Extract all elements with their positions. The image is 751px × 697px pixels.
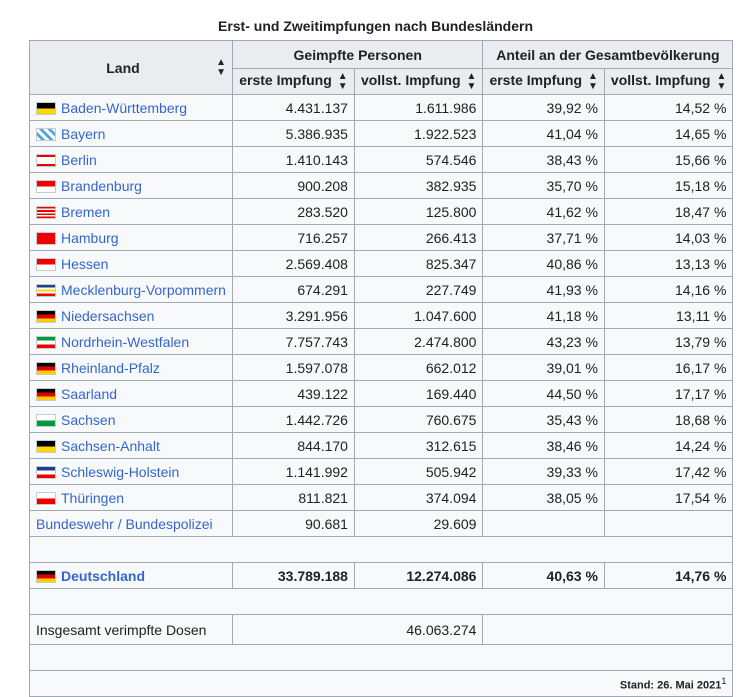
- flag-de-icon: [36, 570, 56, 583]
- footnote-ref[interactable]: [721, 676, 726, 686]
- cell-vollst-impfung: 1.922.523: [354, 121, 482, 147]
- sort-arrows-icon[interactable]: ▲ ▼: [716, 70, 727, 92]
- table-row-bundeswehr: [30, 511, 733, 537]
- cell-anteil-vollst: 14,65 %: [604, 121, 732, 147]
- land-link[interactable]: Baden-Württemberg: [61, 99, 188, 116]
- flag-nw-icon: [36, 336, 56, 349]
- cell-vollst-impfung: 312.615: [354, 433, 482, 459]
- flag-sl-icon: [36, 388, 56, 401]
- cell-erste-impfung: 1.442.726: [232, 407, 354, 433]
- sort-arrows-icon[interactable]: ▲ ▼: [466, 70, 477, 92]
- cell-vollst-impfung: 29.609: [354, 511, 482, 537]
- column-header-label: vollst. Impfung: [610, 72, 711, 89]
- footnote-ref-label: 1: [721, 676, 727, 687]
- cell-anteil-erste: 38,05 %: [483, 485, 604, 511]
- cell-anteil-erste: 40,63 %: [483, 563, 604, 589]
- land-link[interactable]: Mecklenburg-Vorpommern: [61, 281, 226, 298]
- column-header-label: vollst. Impfung: [360, 72, 461, 89]
- land-link[interactable]: Berlin: [61, 151, 97, 168]
- sort-arrows-icon[interactable]: ▲ ▼: [588, 70, 598, 92]
- land-cell[interactable]: [30, 225, 233, 251]
- cell-erste-impfung: 674.291: [232, 277, 354, 303]
- cell-vollst-impfung: 825.347: [354, 251, 482, 277]
- group-header-geimpfte: Geimpfte Personen: [232, 41, 482, 69]
- cell-anteil-erste: 39,92 %: [483, 95, 604, 121]
- cell-erste-impfung: 1.410.143: [232, 147, 354, 173]
- cell-vollst-impfung: 12.274.086: [354, 563, 482, 589]
- cell-anteil-vollst: 18,47 %: [604, 199, 732, 225]
- cell-vollst-impfung: 760.675: [354, 407, 482, 433]
- cell-anteil-vollst: 14,16 %: [604, 277, 732, 303]
- cell-vollst-impfung: 1.047.600: [354, 303, 482, 329]
- cell-erste-impfung: 5.386.935: [232, 121, 354, 147]
- land-link[interactable]: Bayern: [61, 125, 106, 142]
- separator-cell: [30, 645, 733, 671]
- flag-th-icon: [36, 492, 56, 505]
- cell-erste-impfung: 716.257: [232, 225, 354, 251]
- cell-anteil-vollst: 15,66 %: [604, 147, 732, 173]
- flag-rp-icon: [36, 362, 56, 375]
- cell-vollst-impfung: 662.012: [354, 355, 482, 381]
- cell-anteil-vollst: 17,54 %: [604, 485, 732, 511]
- cell-anteil-erste: 38,46 %: [483, 433, 604, 459]
- cell-anteil-vollst: 17,17 %: [604, 381, 732, 407]
- column-header-vollst-impfung[interactable]: [354, 69, 482, 95]
- land-link-deutschland[interactable]: Deutschland: [61, 567, 146, 584]
- column-header-label: erste Impfung: [239, 72, 332, 89]
- flag-bw-icon: [36, 102, 56, 115]
- land-cell[interactable]: [30, 95, 233, 121]
- table-row-footer: [30, 671, 733, 697]
- table-row: [30, 381, 733, 407]
- cell-anteil-erste: 41,62 %: [483, 199, 604, 225]
- cell-vollst-impfung: 1.611.986: [354, 95, 482, 121]
- land-cell[interactable]: [30, 511, 233, 537]
- cell-erste-impfung: 4.431.137: [232, 95, 354, 121]
- land-link[interactable]: Thüringen: [61, 489, 125, 506]
- flag-mv-icon: [36, 284, 56, 297]
- cell-erste-impfung: 7.757.743: [232, 329, 354, 355]
- table-row: [30, 251, 733, 277]
- cell-anteil-vollst: 18,68 %: [604, 407, 732, 433]
- land-link[interactable]: Rheinland-Pfalz: [61, 359, 160, 376]
- flag-be-icon: [36, 154, 56, 167]
- cell-anteil-erste: 43,23 %: [483, 329, 604, 355]
- land-link[interactable]: Nordrhein-Westfalen: [61, 333, 190, 350]
- flag-st-icon: [36, 440, 56, 453]
- land-cell[interactable]: [30, 407, 233, 433]
- cell-vollst-impfung: 382.935: [354, 173, 482, 199]
- cell-anteil-erste: 44,50 %: [483, 381, 604, 407]
- cell-erste-impfung: 33.789.188: [232, 563, 354, 589]
- table-row: [30, 485, 733, 511]
- land-link[interactable]: Sachsen-Anhalt: [61, 437, 160, 454]
- land-cell[interactable]: [30, 147, 233, 173]
- cell-anteil-erste: 41,04 %: [483, 121, 604, 147]
- sort-arrows-icon[interactable]: ▲ ▼: [337, 70, 348, 92]
- land-link[interactable]: Hamburg: [61, 229, 119, 246]
- land-cell[interactable]: [30, 277, 233, 303]
- land-link[interactable]: Brandenburg: [61, 177, 142, 194]
- land-link-bundeswehr[interactable]: Bundeswehr / Bundespolizei: [36, 515, 213, 532]
- cell-erste-impfung: 1.597.078: [232, 355, 354, 381]
- cell-anteil-erste: 37,71 %: [483, 225, 604, 251]
- land-link[interactable]: Sachsen: [61, 411, 116, 428]
- cell-vollst-impfung: 374.094: [354, 485, 482, 511]
- flag-sh-icon: [36, 466, 56, 479]
- doses-label: Insgesamt verimpfte Dosen: [30, 615, 233, 645]
- cell-anteil-vollst: 13,11 %: [604, 303, 732, 329]
- cell-empty: [483, 615, 733, 645]
- land-cell[interactable]: [30, 485, 233, 511]
- table-body: [30, 95, 733, 697]
- cell-anteil-vollst: 16,17 %: [604, 355, 732, 381]
- column-header-anteil-vollst[interactable]: [604, 69, 732, 95]
- land-link[interactable]: Bremen: [61, 203, 111, 220]
- land-cell[interactable]: [30, 381, 233, 407]
- table-row: [30, 433, 733, 459]
- table-row: [30, 95, 733, 121]
- footer-cell: [30, 671, 733, 697]
- cell-empty: [604, 511, 732, 537]
- cell-anteil-vollst: 14,03 %: [604, 225, 732, 251]
- cell-anteil-vollst: 14,76 %: [604, 563, 732, 589]
- cell-anteil-erste: 41,18 %: [483, 303, 604, 329]
- table-row-total: [30, 563, 733, 589]
- table-row: [30, 225, 733, 251]
- cell-anteil-vollst: 13,79 %: [604, 329, 732, 355]
- cell-vollst-impfung: 227.749: [354, 277, 482, 303]
- cell-erste-impfung: 3.291.956: [232, 303, 354, 329]
- cell-anteil-vollst: 14,24 %: [604, 433, 732, 459]
- cell-erste-impfung: 439.122: [232, 381, 354, 407]
- stand-text: Stand: 26. Mai 2021: [619, 679, 722, 692]
- cell-vollst-impfung: 169.440: [354, 381, 482, 407]
- land-link[interactable]: Saarland: [61, 385, 118, 402]
- table-row: [30, 459, 733, 485]
- cell-vollst-impfung: 505.942: [354, 459, 482, 485]
- table-row: [30, 329, 733, 355]
- column-header-anteil-erste[interactable]: [483, 69, 604, 95]
- cell-anteil-vollst: 17,42 %: [604, 459, 732, 485]
- doses-value: 46.063.274: [232, 615, 482, 645]
- flag-bb-icon: [36, 180, 56, 193]
- table-row: [30, 355, 733, 381]
- cell-anteil-vollst: 14,52 %: [604, 95, 732, 121]
- cell-anteil-erste: 38,43 %: [483, 147, 604, 173]
- cell-erste-impfung: 844.170: [232, 433, 354, 459]
- land-cell[interactable]: [30, 355, 233, 381]
- cell-vollst-impfung: 574.546: [354, 147, 482, 173]
- land-cell[interactable]: [30, 173, 233, 199]
- cell-vollst-impfung: 266.413: [354, 225, 482, 251]
- separator-row: [30, 589, 733, 615]
- table-row: [30, 147, 733, 173]
- table-row: [30, 173, 733, 199]
- flag-he-icon: [36, 258, 56, 271]
- cell-anteil-erste: 39,01 %: [483, 355, 604, 381]
- land-cell[interactable]: [30, 121, 233, 147]
- cell-erste-impfung: 1.141.992: [232, 459, 354, 485]
- land-cell[interactable]: [30, 199, 233, 225]
- land-cell[interactable]: [30, 459, 233, 485]
- cell-empty: [483, 511, 604, 537]
- flag-hh-icon: [36, 232, 56, 245]
- cell-vollst-impfung: 125.800: [354, 199, 482, 225]
- column-header-land-label: Land: [106, 59, 140, 76]
- cell-anteil-erste: 35,70 %: [483, 173, 604, 199]
- table-row-doses: [30, 615, 733, 645]
- cell-erste-impfung: 811.821: [232, 485, 354, 511]
- land-cell[interactable]: [30, 251, 233, 277]
- land-link[interactable]: Schleswig-Holstein: [61, 463, 180, 480]
- column-header-land[interactable]: [30, 41, 233, 95]
- separator-cell: [30, 589, 733, 615]
- flag-hb-icon: [36, 206, 56, 219]
- separator-cell: [30, 537, 733, 563]
- cell-erste-impfung: 2.569.408: [232, 251, 354, 277]
- cell-erste-impfung: 90.681: [232, 511, 354, 537]
- cell-anteil-erste: 39,33 %: [483, 459, 604, 485]
- land-cell[interactable]: [30, 303, 233, 329]
- cell-anteil-vollst: 15,18 %: [604, 173, 732, 199]
- flag-sn-icon: [36, 414, 56, 427]
- land-link[interactable]: Niedersachsen: [61, 307, 155, 324]
- separator-row: [30, 537, 733, 563]
- table-caption: Erst- und Zweitimpfungen nach Bundesländern: [217, 18, 533, 34]
- table-row: [30, 121, 733, 147]
- vaccination-table: [29, 40, 733, 697]
- land-cell[interactable]: [30, 329, 233, 355]
- cell-anteil-erste: 35,43 %: [483, 407, 604, 433]
- cell-vollst-impfung: 2.474.800: [354, 329, 482, 355]
- cell-erste-impfung: 900.208: [232, 173, 354, 199]
- cell-anteil-erste: 41,93 %: [483, 277, 604, 303]
- land-cell[interactable]: [30, 433, 233, 459]
- table-row: [30, 199, 733, 225]
- land-cell[interactable]: [30, 563, 233, 589]
- table-row: [30, 303, 733, 329]
- land-link[interactable]: Hessen: [61, 255, 109, 272]
- flag-ni-icon: [36, 310, 56, 323]
- table-row: [30, 277, 733, 303]
- group-header-anteil: Anteil an der Gesamtbevölkerung: [483, 41, 733, 69]
- column-header-label: erste Impfung: [489, 72, 583, 89]
- column-header-erste-impfung[interactable]: [232, 69, 354, 95]
- cell-erste-impfung: 283.520: [232, 199, 354, 225]
- flag-by-icon: [36, 128, 56, 141]
- sort-arrows-icon[interactable]: ▲ ▼: [216, 56, 226, 78]
- table-row: [30, 407, 733, 433]
- cell-anteil-vollst: 13,13 %: [604, 251, 732, 277]
- cell-anteil-erste: 40,86 %: [483, 251, 604, 277]
- separator-row: [30, 645, 733, 671]
